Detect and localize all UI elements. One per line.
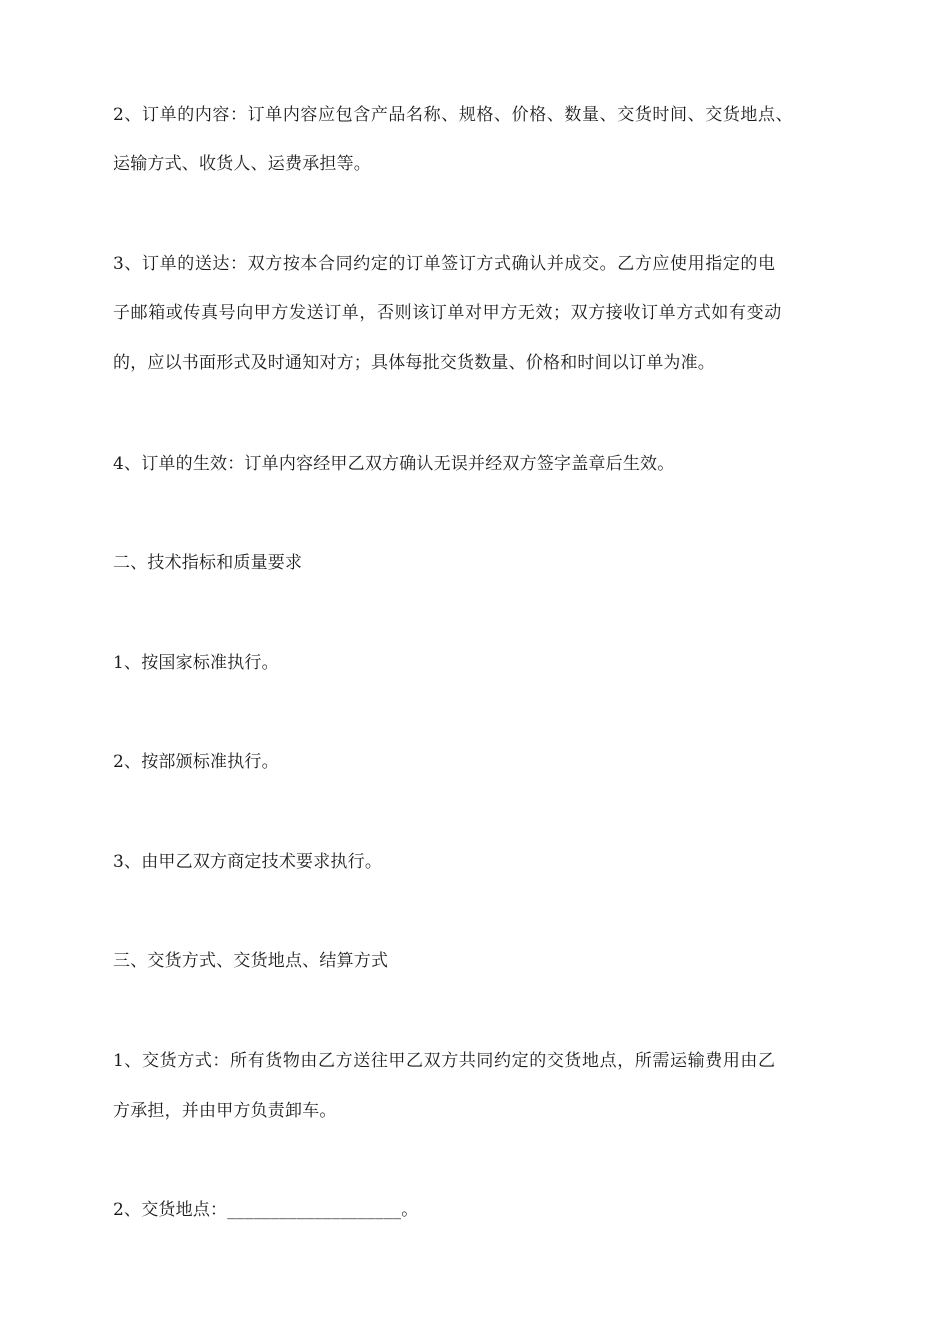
delivery-method-line-1: 1、交货方式：所有货物由乙方送往甲乙双方共同约定的交货地点，所需运输费用由乙 [113,1051,776,1071]
order-delivery-line-1: 3、订单的送达：双方按本合同约定的订单签订方式确认并成交。乙方应使用指定的电 [113,254,776,274]
tech-item-2: 2、按部颁标准执行。 [113,752,279,772]
order-effect-line-1: 4、订单的生效：订单内容经甲乙双方确认无误并经双方签字盖章后生效。 [113,454,675,474]
order-content-line-2: 运输方式、收货人、运费承担等。 [113,154,371,174]
order-delivery-line-3: 的，应以书面形式及时通知对方；具体每批交货数量、价格和时间以订单为准。 [113,353,715,373]
delivery-place-line: 2、交货地点：____________________。 [113,1200,419,1220]
order-delivery-line-2: 子邮箱或传真号向甲方发送订单，否则该订单对甲方无效；双方接收订单方式如有变动 [113,303,782,323]
delivery-method-line-2: 方承担，并由甲方负责卸车。 [113,1101,337,1121]
section-two-heading: 二、技术指标和质量要求 [113,553,303,573]
order-content-line-1: 2、订单的内容：订单内容应包含产品名称、规格、价格、数量、交货时间、交货地点、 [113,105,794,125]
tech-item-3: 3、由甲乙双方商定技术要求执行。 [113,852,383,872]
tech-item-1: 1、按国家标准执行。 [113,653,279,673]
section-three-heading: 三、交货方式、交货地点、结算方式 [113,951,389,971]
